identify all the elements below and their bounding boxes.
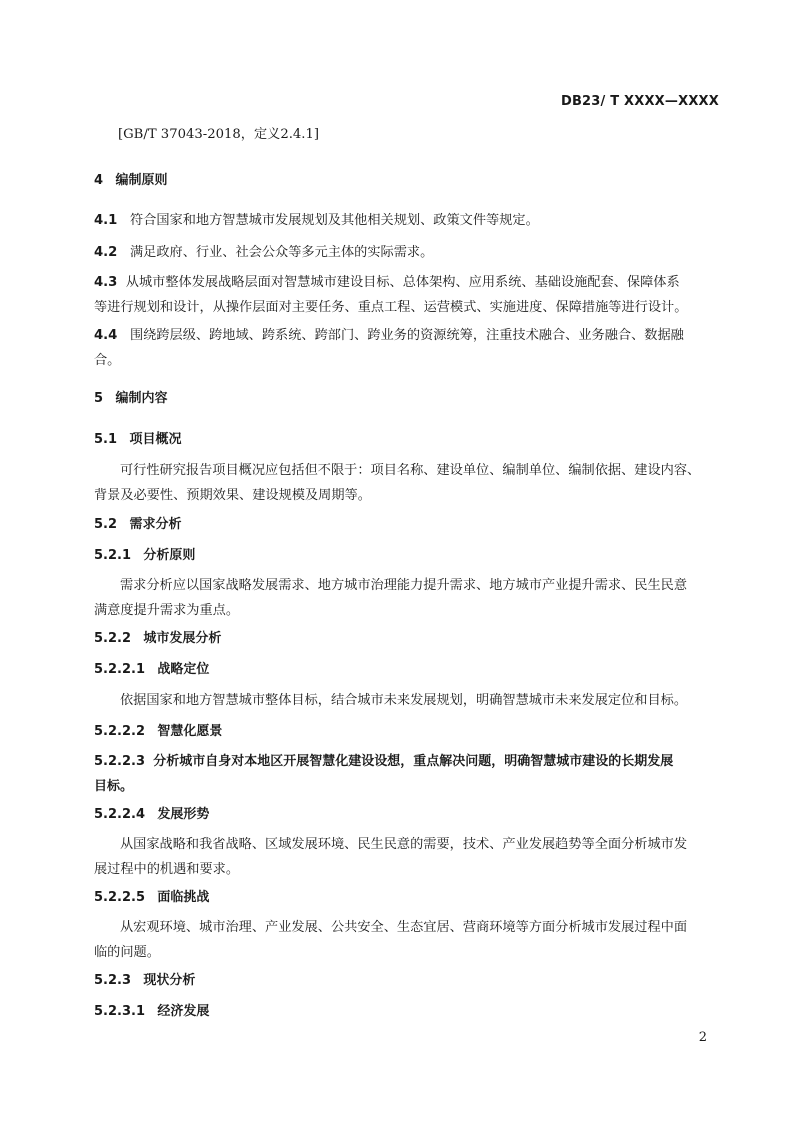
page-number: 2 — [698, 1030, 707, 1045]
heading-5-2-2-1: 5.2.2.1 战略定位 — [94, 662, 210, 677]
paragraph-5-2-2-1: 依据国家和地方智慧城市整体目标，结合城市未来发展规划，明确智慧城市未来发展定位和目标。 — [120, 693, 688, 708]
paragraph-5-2-2-5: 从宏观环境、城市治理、产业发展、公共安全、生态宜居、营商环境等方面分析城市发展过程中面 临的问题。 — [94, 920, 688, 960]
section-5-heading: 5 编制内容 — [94, 391, 168, 406]
section-4-heading: 4 编制原则 — [94, 173, 168, 188]
clause-4-2: 4.2 满足政府、行业、社会公众等多元主体的实际需求。 — [94, 245, 434, 260]
clause-4-3: 4.3 从城市整体发展战略层面对智慧城市建设目标、总体架构、应用系统、基础设施配套、保障体系 等进行规划和设计，从操作层面对主要任务、重点工程、运营模式、实施进度、保障措施等进行设计。 — [94, 275, 688, 315]
heading-5-1: 5.1 项目概况 — [94, 432, 182, 447]
heading-5-2-2: 5.2.2 城市发展分析 — [94, 631, 222, 646]
heading-5-2-3-1: 5.2.3.1 经济发展 — [94, 1004, 210, 1019]
clause-4-4: 4.4 围绕跨层级、跨地域、跨系统、跨部门、跨业务的资源统筹，注重技术融合、业务融合、数据融 合。 — [94, 328, 684, 368]
clause-4-1: 4.1 符合国家和地方智慧城市发展规划及其他相关规划、政策文件等规定。 — [94, 213, 539, 228]
paragraph-5-2-1: 需求分析应以国家战略发展需求、地方城市治理能力提升需求、地方城市产业提升需求、民生民意 满意度提升需求为重点。 — [94, 578, 688, 618]
reference-citation: [GB/T 37043-2018，定义2.4.1] — [118, 127, 320, 142]
heading-5-2-1: 5.2.1 分析原则 — [94, 548, 196, 563]
standard-code: DB23/ T XXXX—XXXX — [560, 94, 719, 109]
heading-5-2-2-4: 5.2.2.4 发展形势 — [94, 807, 210, 822]
heading-5-2-3: 5.2.3 现状分析 — [94, 973, 196, 988]
heading-5-2-2-5: 5.2.2.5 面临挑战 — [94, 890, 210, 905]
heading-5-2-2-2: 5.2.2.2 智慧化愿景 — [94, 724, 223, 739]
heading-5-2-2-3: 5.2.2.3 分析城市自身对本地区开展智慧化建设设想，重点解决问题，明确智慧城市建设的长期发展 目标。 — [94, 754, 674, 794]
paragraph-5-1: 可行性研究报告项目概况应包括但不限于：项目名称、建设单位、编制单位、编制依据、建设内容、 背景及必要性、预期效果、建设规模及周期等。 — [94, 463, 701, 503]
paragraph-5-2-2-4: 从国家战略和我省战略、区域发展环境、民生民意的需要，技术、产业发展趋势等全面分析城市发 展过程中的机遇和要求。 — [94, 837, 688, 877]
heading-5-2: 5.2 需求分析 — [94, 517, 182, 532]
